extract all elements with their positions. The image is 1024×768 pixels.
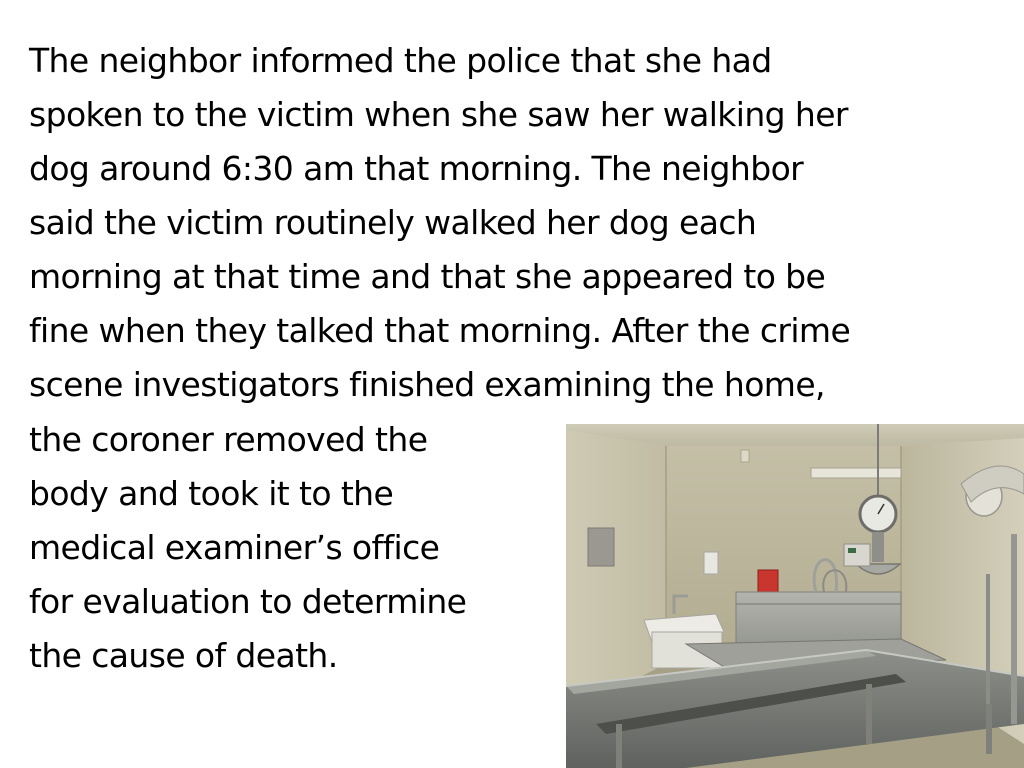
paragraph-line-6: fine when they talked that morning. After the crime — [29, 311, 851, 350]
paper-towel-dispenser — [588, 528, 614, 566]
paragraph-line-2: spoken to the victim when she saw her walking her — [29, 95, 848, 134]
light-fixture — [811, 468, 901, 478]
morgue-room-illustration — [566, 424, 1024, 768]
left-wall — [566, 430, 666, 714]
paragraph-line-7: scene investigators finished examining the home, — [29, 365, 825, 404]
paragraph-line-4: said the victim routinely walked her dog each — [29, 203, 757, 242]
morgue-room-photo — [566, 424, 1024, 768]
paragraph-line-12: the cause of death. — [29, 636, 338, 675]
paragraph-line-3: dog around 6:30 am that morning. The neighbor — [29, 149, 804, 188]
soap-dispenser — [704, 552, 718, 574]
paragraph-line-11: for evaluation to determine — [29, 582, 467, 621]
paragraph-line-5: morning at that time and that she appeared to be — [29, 257, 826, 296]
paragraph-line-9: body and took it to the — [29, 474, 394, 513]
paragraph-line-10: medical examiner’s office — [29, 528, 440, 567]
paragraph-line-1: The neighbor informed the police that she had — [29, 41, 772, 80]
paragraph-line-8: the coroner removed the — [29, 420, 428, 459]
